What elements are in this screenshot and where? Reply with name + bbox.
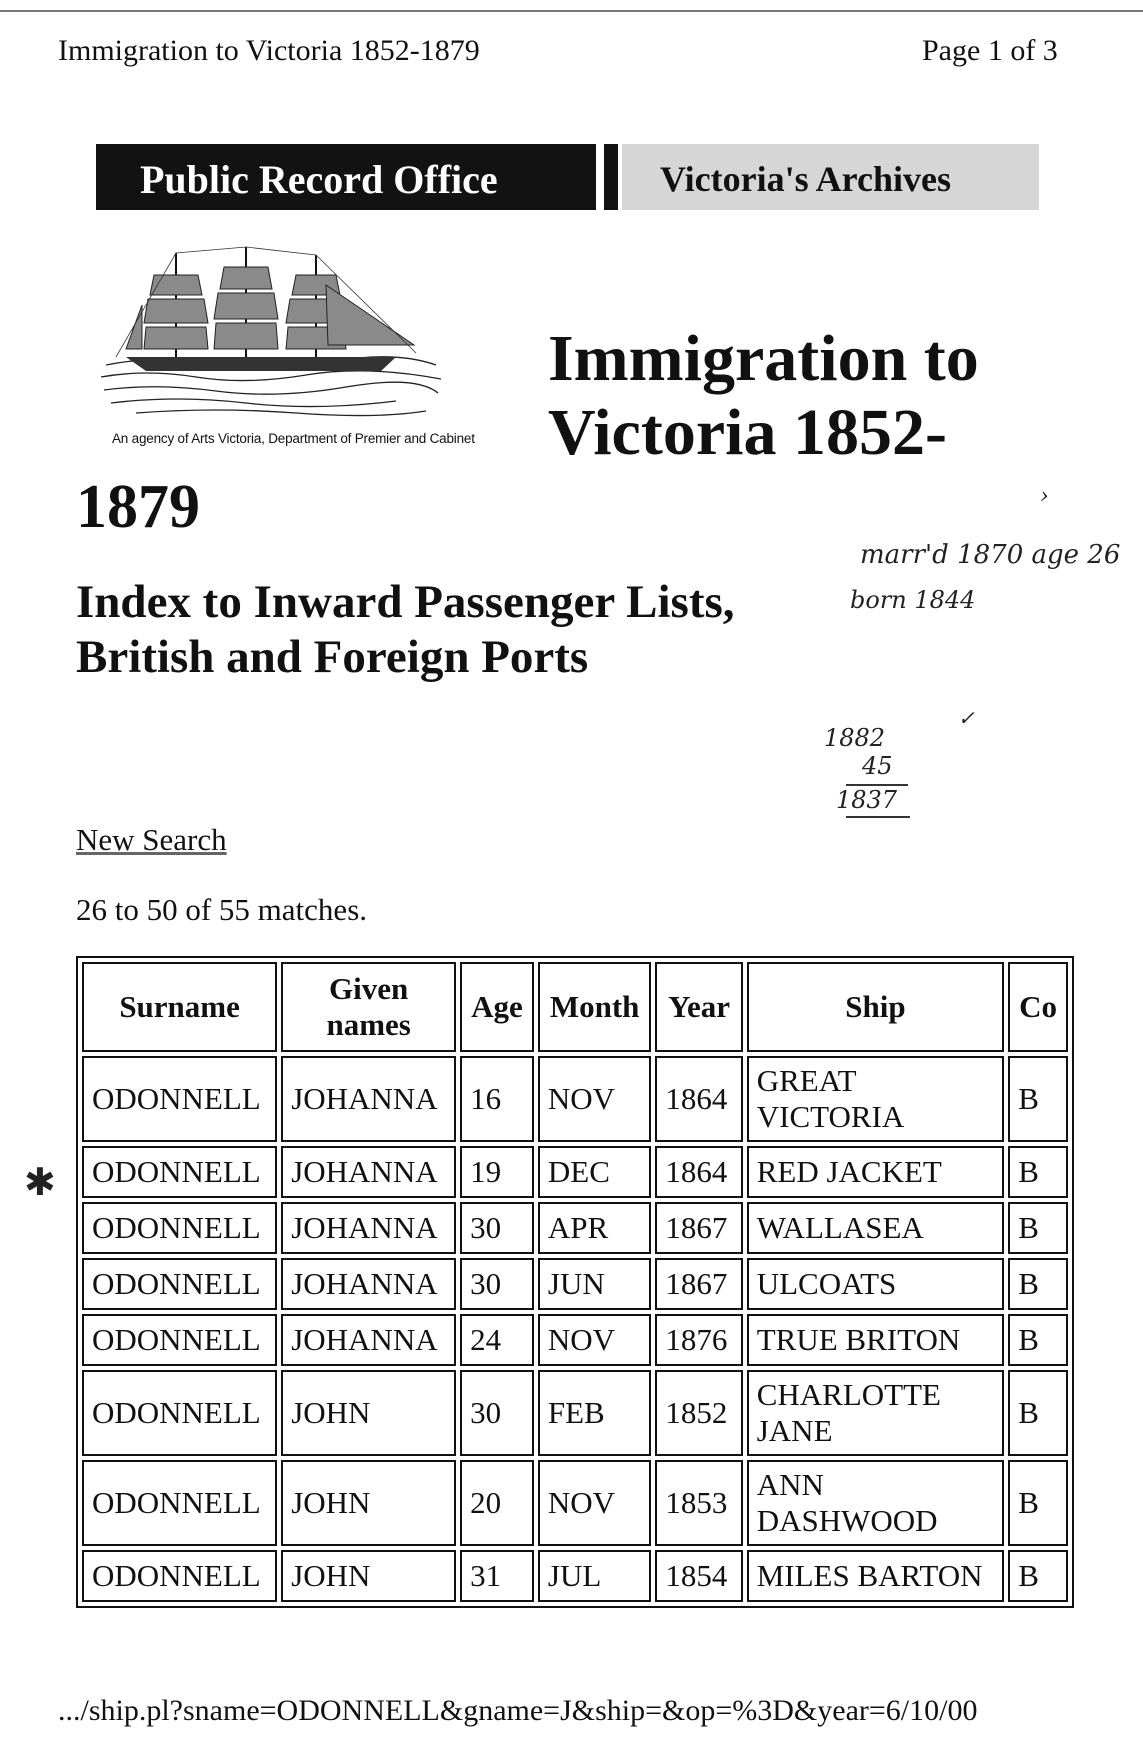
- cell-ship: RED JACKET: [747, 1146, 1004, 1198]
- cell-surname: ODONNELL: [82, 1370, 277, 1456]
- handwritten-tick-icon: ✓: [958, 706, 975, 730]
- cell-month: NOV: [538, 1314, 652, 1366]
- handwritten-note-married: marr'd 1870 age 26: [860, 540, 1121, 570]
- new-search-link[interactable]: New Search: [76, 822, 227, 857]
- cell-surname: ODONNELL: [82, 1202, 277, 1254]
- cell-ship: CHARLOTTE JANE: [747, 1370, 1004, 1456]
- cell-surname: ODONNELL: [82, 1314, 277, 1366]
- cell-month: FEB: [538, 1370, 652, 1456]
- footer-url: .../ship.pl?sname=ODONNELL&gname=J&ship=&op=%3D&year=6/10/00: [58, 1694, 978, 1727]
- cell-country: B: [1008, 1550, 1068, 1602]
- table-row: [82, 1056, 1068, 1142]
- cell-year: 1853: [655, 1460, 742, 1546]
- cell-month: NOV: [538, 1056, 652, 1142]
- cell-year: 1876: [655, 1314, 742, 1366]
- table-row: [82, 1202, 1068, 1254]
- cell-country: B: [1008, 1056, 1068, 1142]
- cell-surname: ODONNELL: [82, 1258, 277, 1310]
- cell-given-names: JOHN: [281, 1370, 456, 1456]
- banner-left-label: Public Record Office: [140, 157, 498, 202]
- handwritten-calc-2: 45: [862, 752, 893, 780]
- table-header-row: [82, 962, 1068, 1052]
- cell-ship: GREAT VICTORIA: [747, 1056, 1004, 1142]
- table-row: [82, 1314, 1068, 1366]
- cell-country: B: [1008, 1146, 1068, 1198]
- table-row: [82, 1370, 1068, 1456]
- cell-year: 1864: [655, 1146, 742, 1198]
- top-rule: [0, 10, 1143, 12]
- header-age: Age: [460, 962, 534, 1052]
- cell-year: 1852: [655, 1370, 742, 1456]
- header-country: Co: [1008, 962, 1068, 1052]
- cell-year: 1867: [655, 1258, 742, 1310]
- cell-given-names: JOHANNA: [281, 1202, 456, 1254]
- cell-given-names: JOHN: [281, 1460, 456, 1546]
- cell-country: B: [1008, 1314, 1068, 1366]
- cell-ship: ULCOATS: [747, 1258, 1004, 1310]
- banner-public-record-office[interactable]: [96, 144, 596, 210]
- cell-year: 1864: [655, 1056, 742, 1142]
- header-ship: Ship: [747, 962, 1004, 1052]
- banner: [96, 144, 1039, 210]
- cell-given-names: JOHANNA: [281, 1258, 456, 1310]
- cell-country: B: [1008, 1258, 1068, 1310]
- table-row: [82, 1550, 1068, 1602]
- sailing-ship-logo-icon: [96, 245, 446, 425]
- cell-month: JUN: [538, 1258, 652, 1310]
- banner-separator: [604, 144, 618, 210]
- cell-year: 1854: [655, 1550, 742, 1602]
- cell-country: B: [1008, 1370, 1068, 1456]
- print-header-page: Page 1 of 3: [922, 34, 1058, 67]
- subtitle-line-2: British and Foreign Ports: [76, 631, 589, 683]
- results-summary: 26 to 50 of 55 matches.: [76, 892, 368, 927]
- cell-surname: ODONNELL: [82, 1056, 277, 1142]
- cell-given-names: JOHN: [281, 1550, 456, 1602]
- cell-given-names: JOHANNA: [281, 1314, 456, 1366]
- table-row: [82, 1460, 1068, 1546]
- page-subtitle: [76, 575, 836, 685]
- cell-surname: ODONNELL: [82, 1550, 277, 1602]
- banner-right-label: Victoria's Archives: [660, 159, 951, 199]
- handwritten-note-born: born 1844: [850, 586, 976, 614]
- cell-age: 24: [460, 1314, 534, 1366]
- cell-month: DEC: [538, 1146, 652, 1198]
- cell-ship: TRUE BRITON: [747, 1314, 1004, 1366]
- cell-month: NOV: [538, 1460, 652, 1546]
- handwritten-arrow-icon: ›: [1040, 484, 1049, 509]
- header-surname: Surname: [82, 962, 277, 1052]
- page-title: [548, 322, 979, 470]
- header-month: Month: [538, 962, 652, 1052]
- asterisk-mark-icon: ✱: [24, 1160, 56, 1204]
- handwritten-calc-underline: [846, 816, 910, 818]
- cell-country: B: [1008, 1460, 1068, 1546]
- cell-given-names: JOHANNA: [281, 1146, 456, 1198]
- handwritten-calc-3: 1837: [836, 786, 898, 814]
- print-header-title: Immigration to Victoria 1852-1879: [58, 34, 480, 67]
- table-row: [82, 1146, 1068, 1198]
- handwritten-calc-1: 1882: [824, 724, 886, 752]
- cell-age: 30: [460, 1258, 534, 1310]
- title-line-3: 1879: [76, 473, 200, 541]
- cell-age: 30: [460, 1202, 534, 1254]
- cell-age: 19: [460, 1146, 534, 1198]
- subtitle-line-1: Index to Inward Passenger Lists,: [76, 576, 735, 628]
- cell-year: 1867: [655, 1202, 742, 1254]
- title-line-2: Victoria 1852-: [548, 396, 947, 469]
- banner-victorias-archives[interactable]: [622, 144, 1039, 210]
- cell-age: 31: [460, 1550, 534, 1602]
- cell-surname: ODONNELL: [82, 1146, 277, 1198]
- logo-caption: An agency of Arts Victoria, Department of Premier and Cabinet: [112, 431, 475, 446]
- results-table-container: [76, 956, 1074, 1644]
- cell-ship: WALLASEA: [747, 1202, 1004, 1254]
- cell-age: 20: [460, 1460, 534, 1546]
- cell-country: B: [1008, 1202, 1068, 1254]
- header-given-names: Given names: [281, 962, 456, 1052]
- cell-ship: ANN DASHWOOD: [747, 1460, 1004, 1546]
- cell-month: APR: [538, 1202, 652, 1254]
- table-row: [82, 1258, 1068, 1310]
- cell-surname: ODONNELL: [82, 1460, 277, 1546]
- cell-month: JUL: [538, 1550, 652, 1602]
- results-table: [76, 956, 1074, 1608]
- cell-age: 30: [460, 1370, 534, 1456]
- cell-given-names: JOHANNA: [281, 1056, 456, 1142]
- cell-ship: MILES BARTON: [747, 1550, 1004, 1602]
- cell-age: 16: [460, 1056, 534, 1142]
- title-line-1: Immigration to: [548, 322, 979, 395]
- header-year: Year: [655, 962, 742, 1052]
